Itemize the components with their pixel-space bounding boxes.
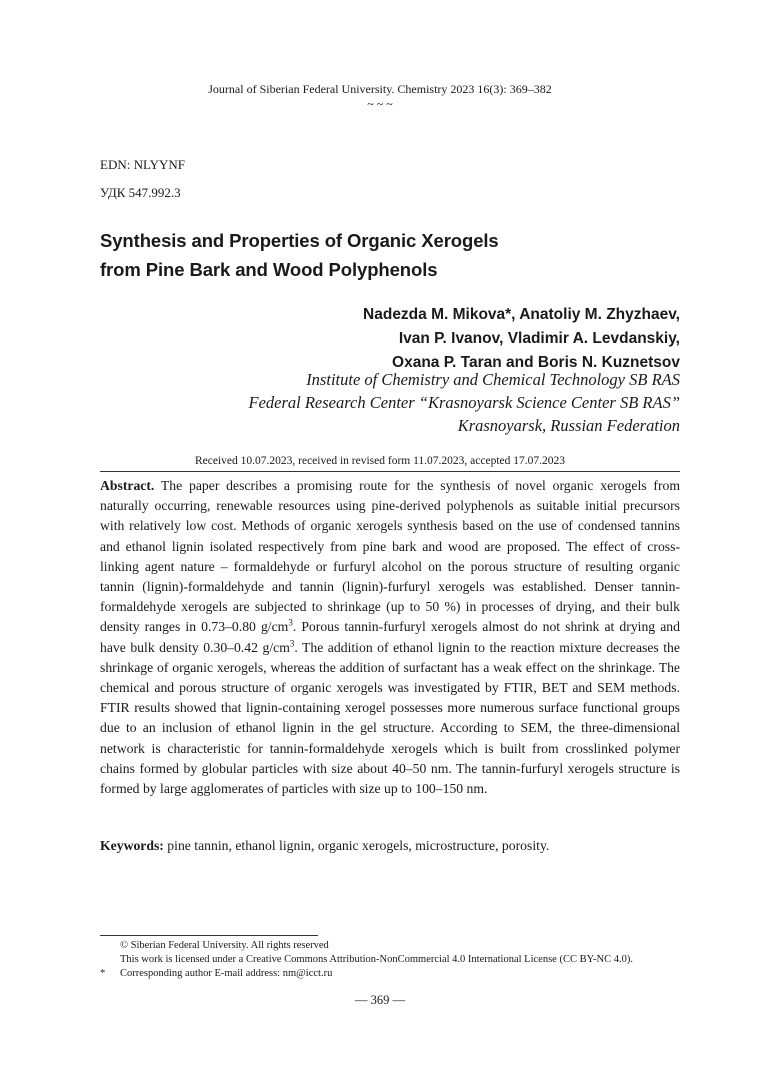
abstract: [100, 476, 680, 799]
footnote-mark: [100, 953, 120, 967]
received-dates: Received 10.07.2023, received in revised form 11.07.2023, accepted 17.07.2023: [194, 455, 566, 467]
footnote: [100, 953, 700, 967]
title-line: Synthesis and Properties of Organic Xerogels: [100, 230, 499, 251]
footnote-text: Corresponding author E-mail address: nm@icct.ru: [120, 968, 333, 979]
edn-code: EDN: NLYYNF: [100, 157, 186, 172]
paper-title: [100, 226, 680, 284]
abstract-text: . The addition of ethanol lignin to the reaction mixture decreases the shrinkage of organic xerogels, whereas the addition of surfactant has a weak effect on the shrinkage. The chemical and porous structure of organic xerogels was investigated by FTIR, BET and SEM methods. FTIR results showed that lignin-containing xerogel possesses more numerous surface functional groups due to an inclusion of ethanol lignin in the gel structure. According to SEM, the three-dimensional network is characteristic for tannin-formaldehyde xerogels which is built from crosslinked polymer chains formed by globular particles with size about 40–50 nm. The tannin-furfuryl xerogels structure is formed by large agglomerates of particles with size up to 100–150 nm.: [100, 639, 680, 797]
footnote-mark: [100, 939, 120, 953]
author-line: Nadezda M. Mikova*, Anatoliy M. Zhyzhaev,: [363, 306, 680, 323]
affiliation: [248, 368, 680, 437]
affiliation-line: Federal Research Center “Krasnoyarsk Science Center SB RAS”: [248, 393, 680, 412]
keywords: [100, 836, 680, 856]
footnote-text: © Siberian Federal University. All rights reserved: [120, 940, 329, 951]
footnote-mark: *: [100, 968, 106, 979]
abstract-label: Abstract.: [100, 478, 155, 493]
footnote-divider: [100, 935, 318, 936]
journal-header: Journal of Siberian Federal University. Chemistry 2023 16(3): 369–382: [208, 82, 552, 96]
footnote-text: This work is licensed under a Creative Commons Attribution-NonCommercial 4.0 International License (CC BY-NC 4.0).: [120, 954, 633, 965]
superscript: 3: [289, 638, 295, 649]
keywords-text: pine tannin, ethanol lignin, organic xerogels, microstructure, porosity.: [163, 838, 550, 853]
footnote: [100, 967, 700, 981]
keywords-label: Keywords:: [100, 838, 164, 853]
header-ornament: ~ ~ ~: [367, 97, 393, 111]
abstract-text: The paper describes a promising route for the synthesis of novel organic xerogels from naturally occurring, renewable resources using pine-derived polyphenols as suitable initial precursors with relatively low cost. Methods of organic xerogels synthesis based on the use of condensed tannins and ethanol lignin isolated respectively from pine bark and wood are proposed. The effect of cross-linking agent nature – formaldehyde or furfuryl alcohol on the porous structure of resulting organic tannin (lignin)-formaldehyde and tannin (lignin)-furfuryl xerogels was established. Denser tannin-formaldehyde xerogels are subjected to shrinkage (up to 50 %) in processes of drying, and their bulk density ranges in 0.73–0.80 g/cm: [100, 478, 680, 635]
author-line: Ivan P. Ivanov, Vladimir A. Levdanskiy,: [398, 330, 680, 347]
author-line: Oxana P. Taran and Boris N. Kuznetsov: [392, 354, 680, 371]
divider: [100, 471, 680, 472]
udk-code: УДК 547.992.3: [100, 185, 181, 200]
page-number: — 369 —: [355, 993, 405, 1007]
author-list: [363, 303, 680, 375]
title-line: from Pine Bark and Wood Polyphenols: [100, 259, 438, 280]
footnote: [100, 939, 700, 953]
affiliation-line: Institute of Chemistry and Chemical Technology SB RAS: [306, 370, 680, 389]
affiliation-line: Krasnoyarsk, Russian Federation: [457, 416, 680, 435]
footnotes: [100, 939, 700, 981]
abstract-text: . Porous tannin-furfuryl xerogels almost do not shrink at drying and have bulk density 0.30–0.42 g/cm: [100, 619, 680, 655]
superscript: 3: [288, 617, 293, 628]
